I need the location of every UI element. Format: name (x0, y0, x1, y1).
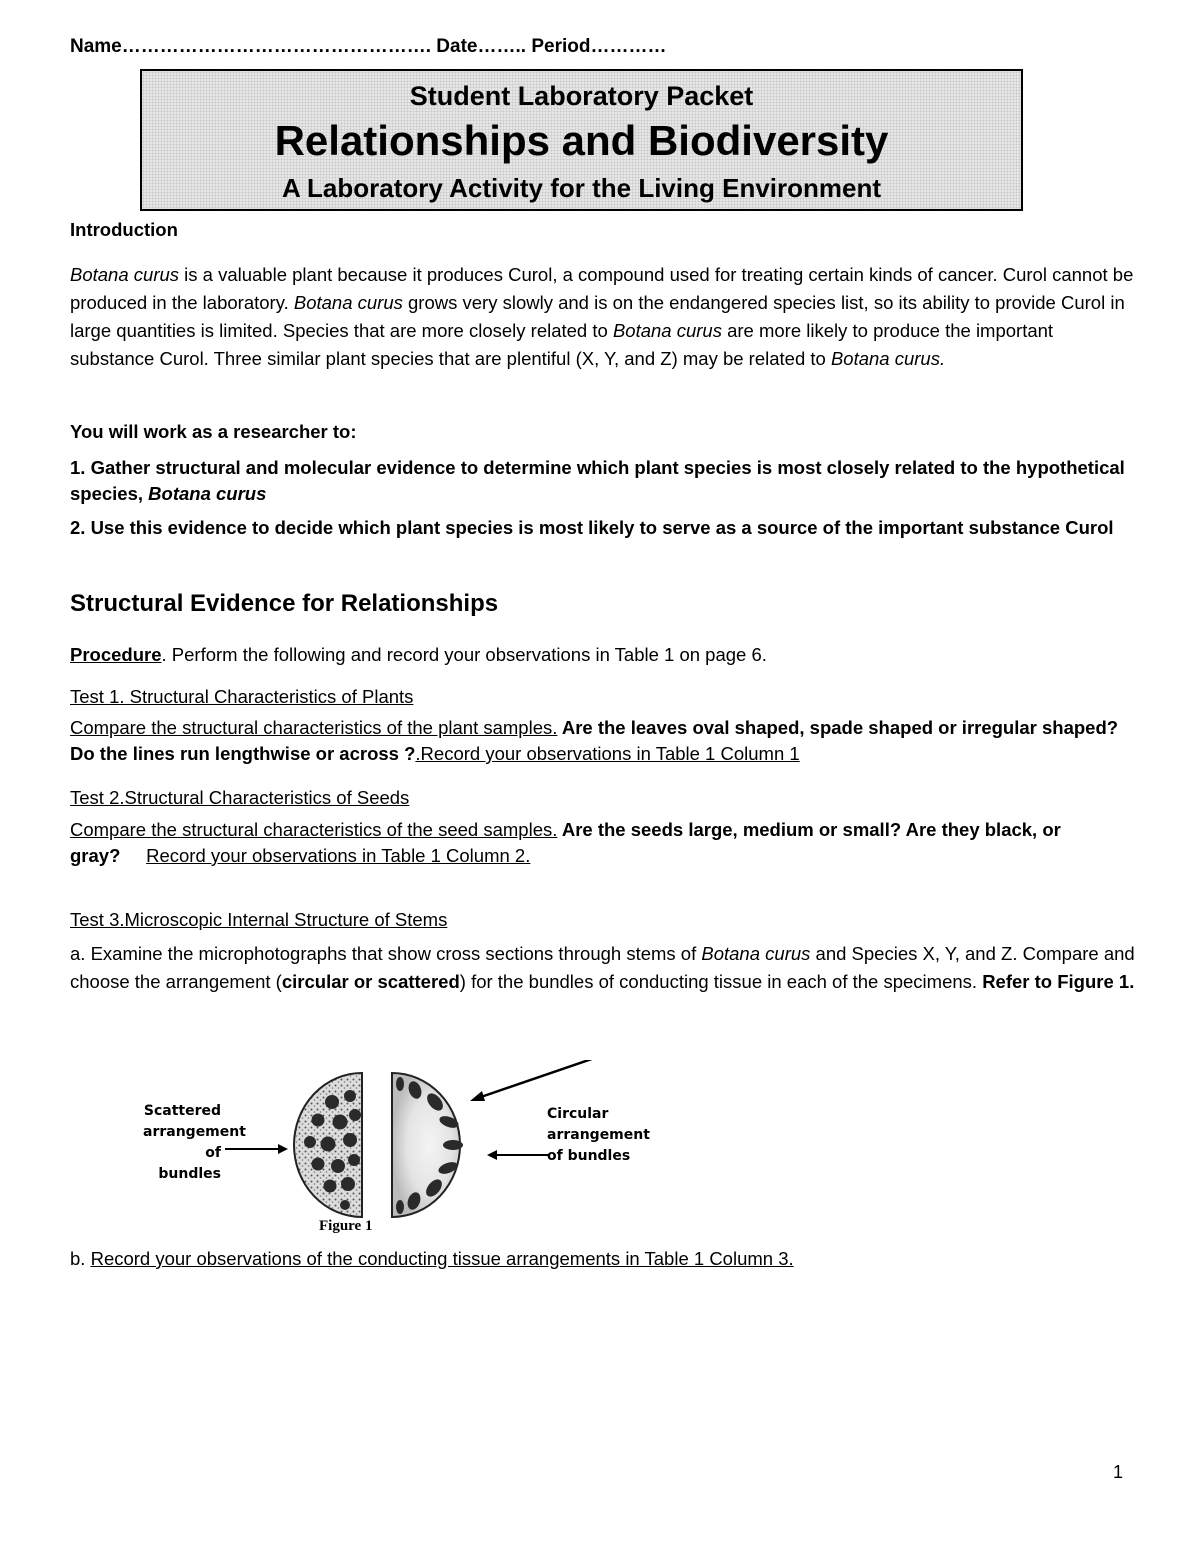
test-3-a-text-2: and Species X, Y, and Z. Compare and choose the arrangement ( (70, 943, 1135, 992)
test-2-compare: Compare the structural characteristics of the seed samples. (70, 819, 558, 840)
goal-1-text: 1. Gather structural and molecular evidence to determine which plant species is most closely related to the hypothetical species, (70, 457, 1125, 504)
introduction-heading: Introduction (70, 219, 178, 240)
researcher-heading: You will work as a researcher to: (70, 421, 357, 442)
procedure-text: . Perform the following and record your observations in Table 1 on page 6. (161, 644, 767, 665)
test-1-record: .Record your observations in Table 1 Column 1 (415, 743, 800, 764)
arrangement-options: circular or scattered (281, 970, 460, 992)
label-line: arrangement (143, 1124, 246, 1140)
packet-label: Student Laboratory Packet (409, 81, 754, 111)
header-fields (70, 36, 666, 58)
species-name: Botana curus (612, 320, 722, 341)
figure-1 (70, 1060, 680, 1240)
test-3-a-text-3: ) for the bundles of conducting tissue in each of the specimens. (459, 970, 983, 992)
date-field-label: Date…….. (431, 36, 527, 57)
title-box (140, 69, 1023, 211)
test-2-heading: Test 2.Structural Characteristics of Seeds (70, 787, 410, 808)
intro-text-1: is a valuable plant because it produces Curol, a compound used for treating certain kinds of cancer. Curol cannot be produced in the laboratory. (70, 264, 1134, 313)
figure-reference: Refer to Figure 1 (982, 970, 1130, 992)
period: . (1129, 970, 1135, 992)
procedure-label: Procedure (70, 644, 162, 665)
test-1-compare: Compare the structural characteristics of the plant samples. (70, 717, 558, 738)
test-1-heading: Test 1. Structural Characteristics of Plants (70, 686, 414, 707)
procedure-line (70, 642, 767, 668)
species-name: Botana curus. (830, 348, 946, 369)
test-2-instructions (70, 817, 1100, 869)
test-3-step-a (70, 940, 1140, 995)
spacer (120, 845, 146, 866)
label-line: of bundles (547, 1148, 631, 1164)
species-name: Botana curus (701, 943, 811, 964)
test-2-questions: Are the seeds large, medium or small? Are they black, or gray? (70, 819, 1061, 866)
species-name: Botana curus (148, 483, 267, 504)
document-title: Relationships and Biodiversity (274, 117, 889, 164)
species-name: Botana curus (293, 292, 403, 313)
section-title: Structural Evidence for Relationships (70, 590, 499, 617)
scattered-label (143, 1101, 246, 1185)
label-line: Circular (547, 1106, 609, 1122)
species-name: Botana curus (70, 264, 180, 285)
label-line: Scattered (143, 1103, 221, 1119)
goal-item-1 (70, 455, 1140, 507)
step-b-text: Record your observations of the conducting tissue arrangements in Table 1 Column 3. (90, 1248, 794, 1269)
intro-text-2: grows very slowly and is on the endangered species list, so its ability to provide Curol in large quantities is limited. Species that are more closely related to (70, 292, 1125, 341)
period-field-label: Period………… (526, 36, 667, 57)
circular-label (547, 1104, 650, 1167)
label-line: arrangement (547, 1127, 650, 1143)
introduction-paragraph (70, 261, 1140, 373)
name-field-label: Name…………………………………………. (70, 36, 432, 57)
goal-item-2: 2. Use this evidence to decide which plant species is most likely to serve as a source of the important substance Curol (70, 517, 1114, 538)
figure-caption: Figure 1 (319, 1218, 373, 1234)
page-number: 1 (1113, 1462, 1124, 1482)
test-3-a-text-1: a. Examine the microphotographs that show cross sections through stems of (70, 943, 702, 964)
test-2-record: Record your observations in Table 1 Column 2. (146, 845, 531, 866)
test-3-heading: Test 3.Microscopic Internal Structure of Stems (70, 909, 448, 930)
test-1-instructions (70, 715, 1140, 767)
test-1-questions: Are the leaves oval shaped, spade shaped or irregular shaped? Do the lines run lengthwise or across ? (70, 717, 1119, 764)
step-b-prefix: b. (70, 1248, 91, 1269)
document-subtitle: A Laboratory Activity for the Living Environment (281, 173, 882, 203)
label-line: of bundles (158, 1145, 221, 1182)
test-3-step-b (70, 1246, 794, 1272)
intro-text-3: are more likely to produce the important substance Curol. Three similar plant species that are plentiful (X, Y, and Z) may be related to (70, 320, 1054, 369)
